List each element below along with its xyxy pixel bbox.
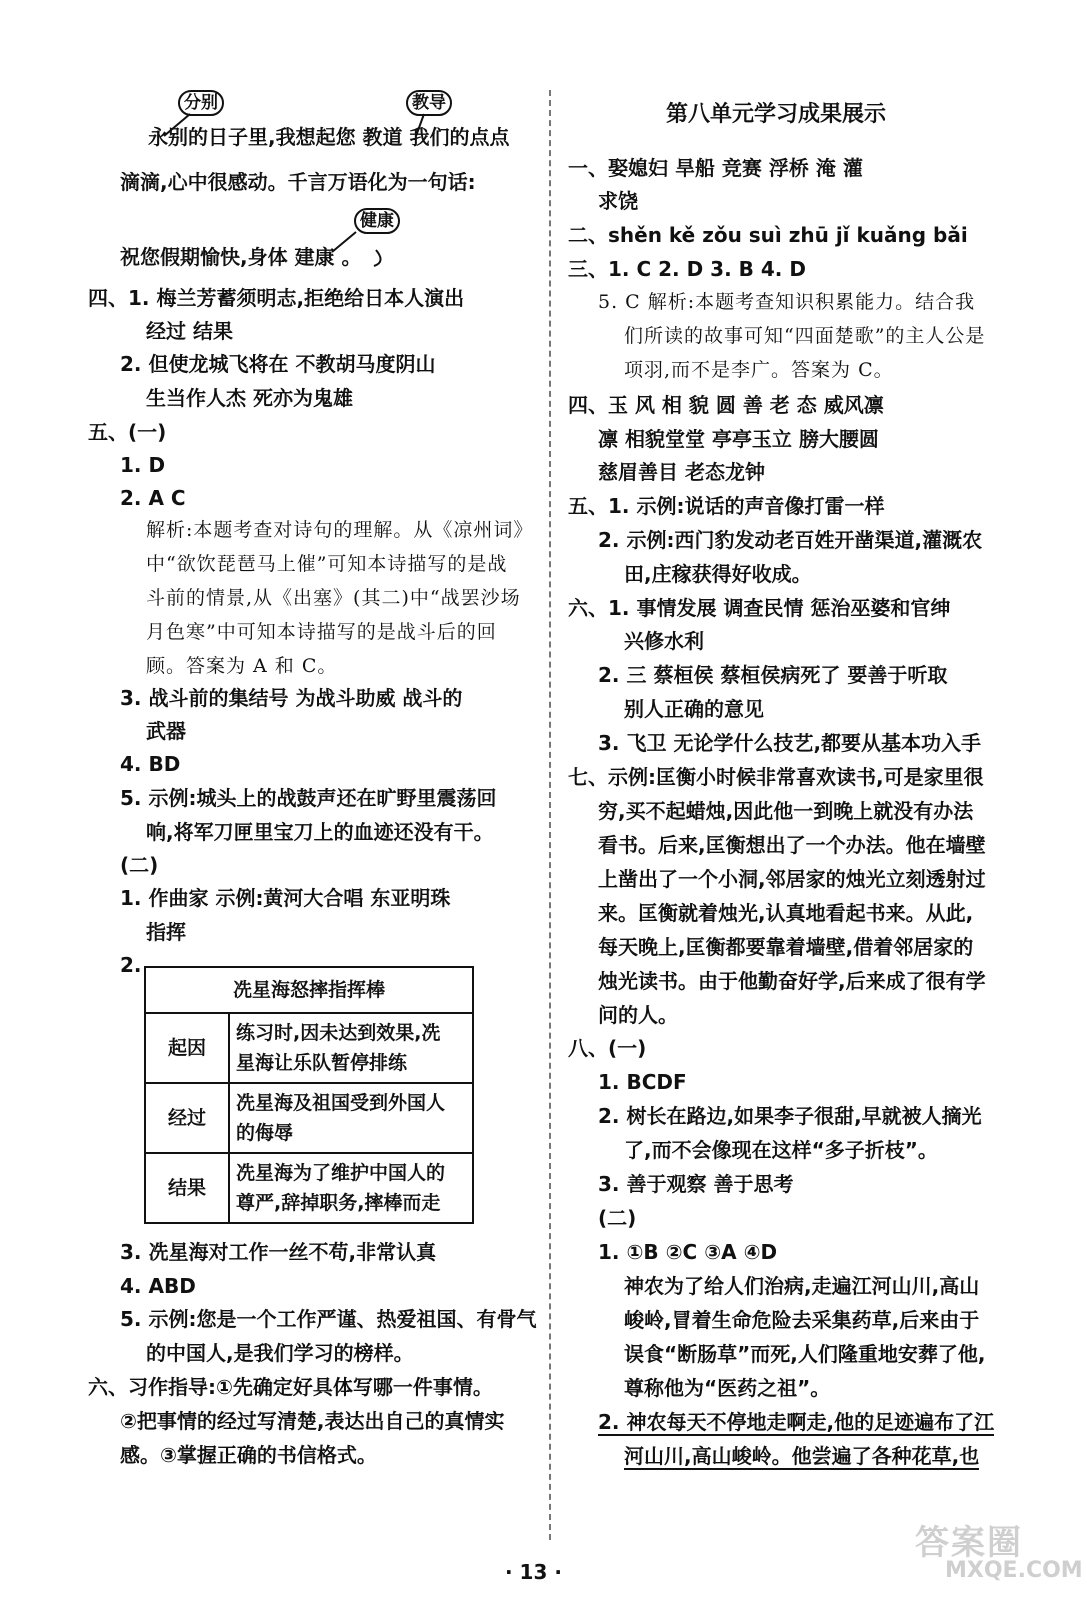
watermark-logo: 答案圈 xyxy=(915,1523,1023,1563)
text-line: 穷,买不起蜡烛,因此他一到晚上就没有办法 xyxy=(598,799,974,823)
table-row xyxy=(145,1153,473,1223)
text-line: 1. 作曲家 示例:黄河大合唱 东亚明珠 xyxy=(120,886,451,910)
text-line: 六、习作指导:①先确定好具体写哪一件事情。 xyxy=(88,1375,493,1399)
text-line: 月色寒”中可知本诗描写的是战斗后的回 xyxy=(146,621,497,643)
cell-text: 练习时,因未达到效果,冼 xyxy=(236,1022,441,1044)
table-row xyxy=(145,1083,473,1153)
text-line: 误食“断肠草”而死,人们隆重地安葬了他, xyxy=(624,1342,986,1366)
text-line: (二) xyxy=(120,853,159,877)
text-line: 项羽,而不是李广。答案为 C。 xyxy=(624,359,894,381)
underlined-text-line: 2. 神农每天不停地走啊走,他的足迹遍布了江 xyxy=(598,1410,995,1434)
text-line: 5. 示例:您是一个工作严谨、热爱祖国、有骨气 xyxy=(120,1307,537,1331)
text-line: 2. A C xyxy=(120,486,186,510)
cell-text: 冼星海及祖国受到外国人 xyxy=(236,1092,446,1114)
text-line: 响,将军刀匣里宝刀上的血迹还没有干。 xyxy=(146,820,494,844)
correction-bubble: 教导 xyxy=(406,90,452,116)
text-line: 们所读的故事可知“四面楚歌”的主人公是 xyxy=(624,325,986,347)
text-line: 问的人。 xyxy=(598,1003,678,1027)
text-line: 永别的日子里,我想起您 教道 我们的点点 xyxy=(148,125,510,149)
text-line: 祝您假期愉快,身体 建康 。 xyxy=(120,245,362,269)
text-line: (二) xyxy=(598,1206,637,1230)
text-line: 2. 三 蔡桓侯 蔡桓侯病死了 要善于听取 xyxy=(598,663,948,687)
text-line: 田,庄稼获得好收成。 xyxy=(624,562,812,586)
summary-table xyxy=(144,966,474,1224)
text-line: 上凿出了一个小洞,邻居家的烛光立刻透射过 xyxy=(598,867,986,891)
text-line: 3. 飞卫 无论学什么技艺,都要从基本功入手 xyxy=(598,731,982,755)
text-line: 六、1. 事情发展 调查民情 惩治巫婆和官绅 xyxy=(568,596,951,620)
text-line: 解析:本题考查对诗句的理解。从《凉州词》 xyxy=(146,519,534,541)
text-line: 来。匡衡就着烛光,认真地看起书来。从此, xyxy=(598,901,974,925)
text-line: 滴滴,心中很感动。千言万语化为一句话: xyxy=(120,170,476,194)
text-line: 七、示例:匡衡小时候非常喜欢读书,可是家里很 xyxy=(568,765,984,789)
table-row xyxy=(145,1013,473,1083)
text-line: 武器 xyxy=(146,719,186,743)
text-line: 每天晚上,匡衡都要靠着墙壁,借着邻居家的 xyxy=(598,935,974,959)
text-line: 四、玉 风 相 貌 圆 善 老 态 威风凛 xyxy=(568,393,884,417)
text-line: 三、1. C 2. D 3. B 4. D xyxy=(568,257,806,281)
correction-bubble: 健康 xyxy=(354,208,400,234)
text-line: 凛 相貌堂堂 亭亭玉立 膀大腰圆 xyxy=(598,427,879,451)
cell-text: 尊严,辞掉职务,摔棒而走 xyxy=(236,1192,441,1214)
text-line: 3. 冼星海对工作一丝不苟,非常认真 xyxy=(120,1240,437,1264)
text-line: 1. BCDF xyxy=(598,1070,687,1094)
text-line: 2. 树长在路边,如果李子很甜,早就被人摘光 xyxy=(598,1104,982,1128)
text-line: ②把事情的经过写清楚,表达出自己的真情实 xyxy=(120,1409,505,1433)
correction-bubble: 分别 xyxy=(178,90,224,116)
section-title: 第八单元学习成果展示 xyxy=(666,102,887,127)
text-line: 尊称他为“医药之祖”。 xyxy=(624,1376,831,1400)
text-line: 的中国人,是我们学习的榜样。 xyxy=(146,1341,414,1365)
text-line: 八、(一) xyxy=(568,1036,647,1060)
text-line: 别人正确的意见 xyxy=(624,697,764,721)
text-line: 顾。答案为 A 和 C。 xyxy=(146,655,338,677)
text-line: 指挥 xyxy=(146,920,186,944)
table-header-row xyxy=(145,967,473,1013)
text-line: 慈眉善目 老态龙钟 xyxy=(598,460,765,484)
text-line: 中“欲饮琵琶马上催”可知本诗描写的是战 xyxy=(146,553,508,575)
text-line: 五、(一) xyxy=(88,420,167,444)
cell-text: 星海让乐队暂停排练 xyxy=(236,1052,408,1074)
text-line: 4. ABD xyxy=(120,1274,196,1298)
cell-text: 冼星海为了维护中国人的 xyxy=(236,1162,446,1184)
text-line: 求饶 xyxy=(598,189,638,213)
text-line: 了,而不会像现在这样“多子折枝”。 xyxy=(624,1138,938,1162)
cell-text: 的侮辱 xyxy=(236,1122,294,1144)
text-line: 一、娶媳妇 旱船 竞赛 浮桥 淹 灌 xyxy=(568,156,863,180)
text-line: 斗前的情景,从《出塞》(其二)中“战罢沙场 xyxy=(146,587,521,609)
text-line: 兴修水利 xyxy=(624,629,704,653)
text-line: 5. 示例:城头上的战鼓声还在旷野里震荡回 xyxy=(120,786,497,810)
table-cell xyxy=(229,1153,473,1223)
table-row-label: 起因 xyxy=(145,1013,229,1083)
text-line: 3. 善于观察 善于思考 xyxy=(598,1172,794,1196)
text-line: 2. xyxy=(120,953,142,977)
table-cell xyxy=(229,1083,473,1153)
text-line: 烛光读书。由于他勤奋好学,后来成了很有学 xyxy=(598,969,986,993)
table-row-label: 结果 xyxy=(145,1153,229,1223)
page-number: · 13 · xyxy=(505,1560,562,1584)
text-line: 2. 示例:西门豹发动老百姓开凿渠道,灌溉农 xyxy=(598,528,983,552)
column-divider xyxy=(549,90,551,1540)
text-line: 五、1. 示例:说话的声音像打雷一样 xyxy=(568,494,885,518)
underlined-text-line: 河山川,高山峻岭。他尝遍了各种花草,也 xyxy=(624,1444,980,1468)
text-line: 看书。后来,匡衡想出了一个办法。他在墙壁 xyxy=(598,833,986,857)
table-cell xyxy=(229,1013,473,1083)
text-line: 神农为了给人们治病,走遍江河山川,高山 xyxy=(624,1274,980,1298)
text-line: 1. ①B ②C ③A ④D xyxy=(598,1240,778,1264)
table-header: 冼星海怒摔指挥棒 xyxy=(145,967,473,1013)
text-line: 3. 战斗前的集结号 为战斗助威 战斗的 xyxy=(120,686,463,710)
text-line: 峻岭,冒着生命危险去采集药草,后来由于 xyxy=(624,1308,980,1332)
text-line: 经过 结果 xyxy=(146,319,233,343)
text-line: 感。③掌握正确的书信格式。 xyxy=(120,1443,377,1467)
text-line: 4. BD xyxy=(120,752,181,776)
text-line: 1. D xyxy=(120,453,166,477)
text-line: 生当作人杰 死亦为鬼雄 xyxy=(146,386,353,410)
table-row-label: 经过 xyxy=(145,1083,229,1153)
text-line: 2. 但使龙城飞将在 不教胡马度阴山 xyxy=(120,352,436,376)
text-line: 四、1. 梅兰芳蓄须明志,拒绝给日本人演出 xyxy=(88,286,465,310)
text-line: 二、shěn kě zǒu suì zhū jǐ kuǎng bǎi xyxy=(568,223,968,247)
text-line: 5. C 解析:本题考查知识积累能力。结合我 xyxy=(598,291,976,313)
watermark-url: MXQE.COM xyxy=(945,1558,1083,1583)
